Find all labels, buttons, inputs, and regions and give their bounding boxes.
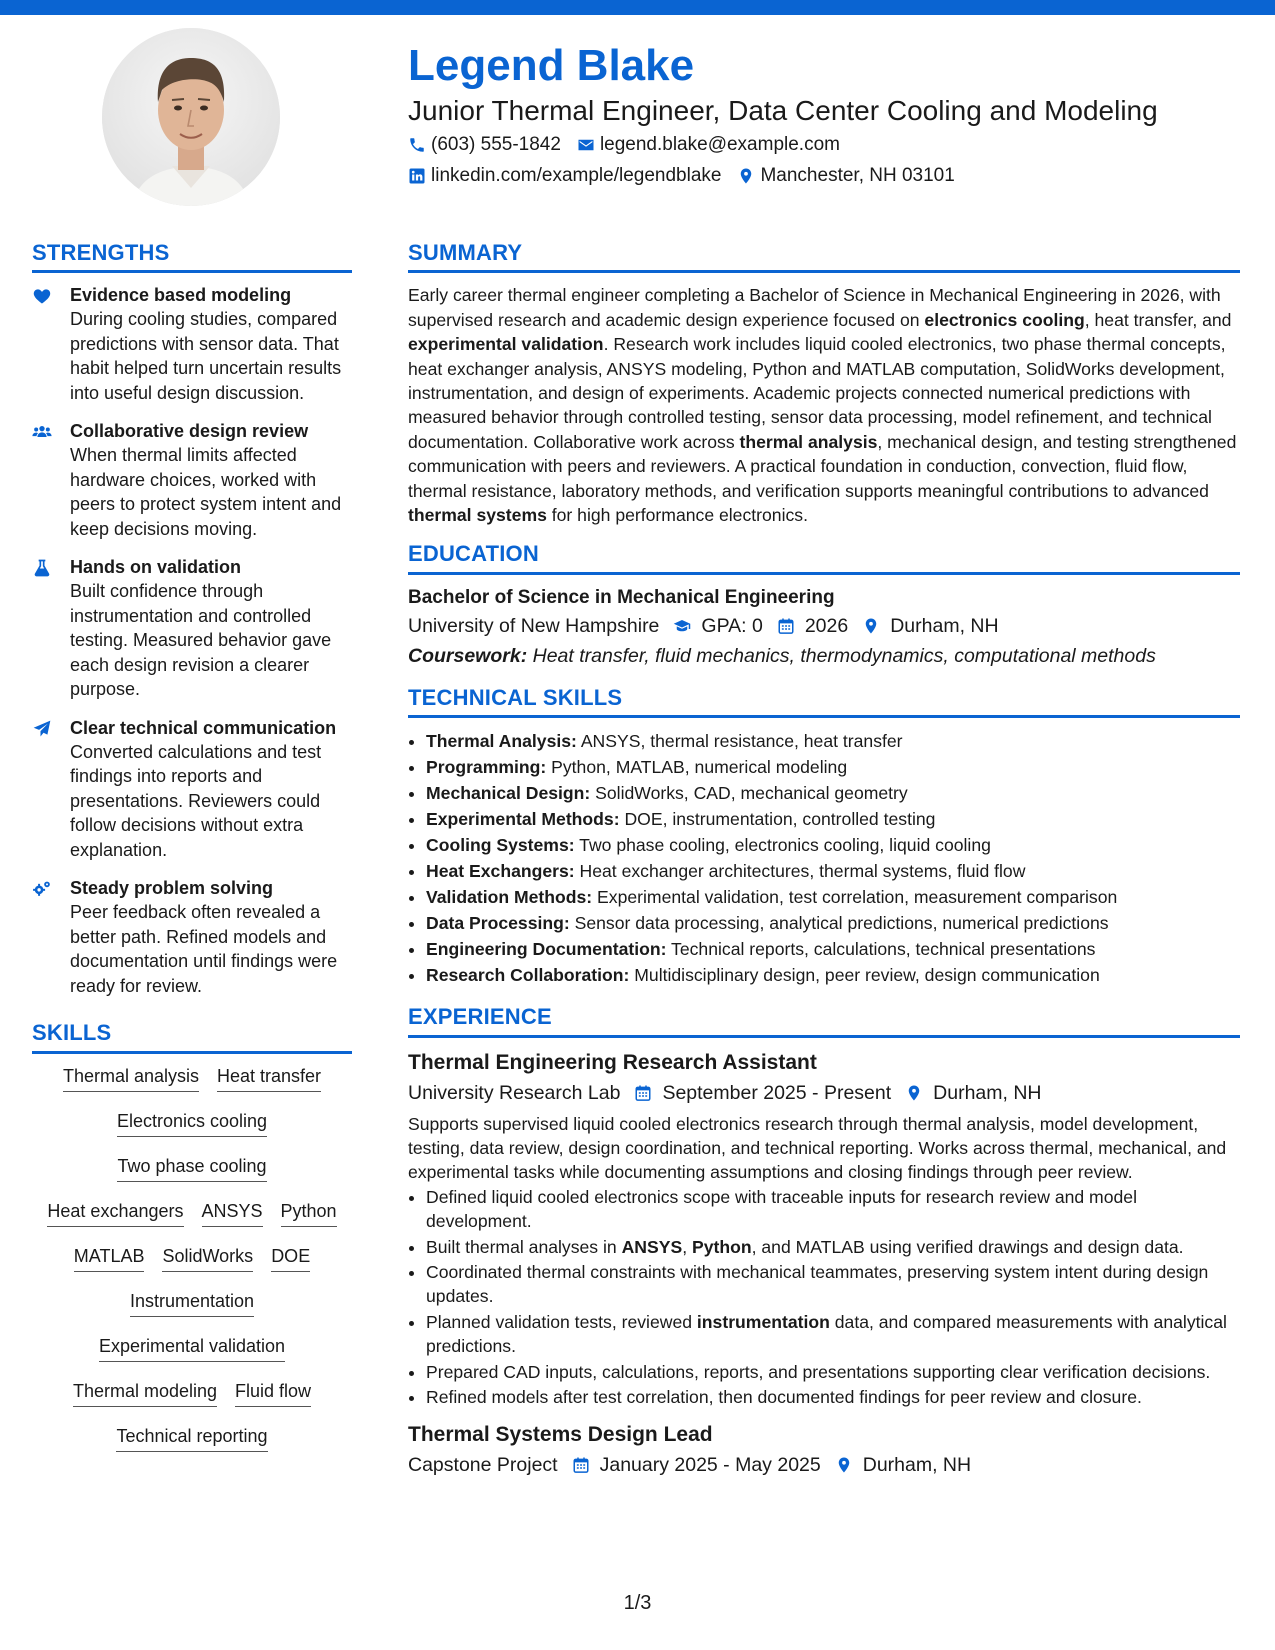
job-bullets xyxy=(408,1185,1240,1410)
candidate-headline: Junior Thermal Engineer, Data Center Cooling and Modeling xyxy=(408,95,1158,126)
school-name: University of New Hampshire xyxy=(408,614,660,637)
map-pin-icon xyxy=(737,167,755,185)
list-item: • Programming: Python, MATLAB, numerical modeling xyxy=(426,754,1240,780)
skill-tag: DOE xyxy=(271,1244,310,1272)
list-item: • Defined liquid cooled electronics scope with traceable inputs for research review and model development. xyxy=(426,1185,1240,1234)
summary-heading: SUMMARY xyxy=(408,240,1240,273)
phone-text: (603) 555-1842 xyxy=(431,134,561,155)
list-item: • Prepared CAD inputs, calculations, reports, and presentations supporting clear verification decisions. xyxy=(426,1360,1240,1384)
list-item: • Built thermal analyses in ANSYS, Python, and MATLAB using verified drawings and design data. xyxy=(426,1235,1240,1259)
skill-tag: Heat transfer xyxy=(217,1064,321,1092)
candidate-name: Legend Blake xyxy=(408,41,695,90)
linkedin-text: linkedin.com/example/legendblake xyxy=(431,165,722,186)
strength-item xyxy=(32,283,352,405)
skill-tag: MATLAB xyxy=(74,1244,145,1272)
skill-tag: Two phase cooling xyxy=(117,1154,266,1182)
job-description: Supports supervised liquid cooled electronics research through thermal analysis, model development, testing, data review, design coordination, and technical reporting. Works across thermal, mechanical, and experimental tasks while documenting assumptions and closing findings through peer review. xyxy=(408,1113,1227,1183)
list-item: • Heat Exchangers: Heat exchanger architectures, thermal systems, fluid flow xyxy=(426,858,1240,884)
email-text: legend.blake@example.com xyxy=(599,134,840,155)
left-column xyxy=(32,240,352,1469)
job-location: Durham, NH xyxy=(835,1450,971,1480)
calendar-icon xyxy=(572,1456,590,1474)
users-icon xyxy=(32,422,52,442)
strength-item xyxy=(32,876,352,998)
job-org: Capstone Project xyxy=(408,1453,558,1476)
envelope-icon xyxy=(577,136,595,154)
strength-desc: Converted calculations and test findings into reports and presentations. Reviewers could follow decisions without extra explanation. xyxy=(70,741,322,860)
strength-item xyxy=(32,555,352,702)
list-item: • Validation Methods: Experimental validation, test correlation, measurement comparison xyxy=(426,884,1240,910)
strength-title: Steady problem solving xyxy=(70,878,274,899)
strength-title: Collaborative design review xyxy=(70,421,309,442)
contact-row-secondary xyxy=(408,165,971,187)
flask-icon xyxy=(32,558,52,578)
skill-tag: ANSYS xyxy=(202,1199,263,1227)
skill-tag: Technical reporting xyxy=(116,1424,267,1452)
top-accent-bar xyxy=(0,0,1275,15)
education-meta xyxy=(408,611,1240,641)
degree-title: Bachelor of Science in Mechanical Engineering xyxy=(408,586,835,608)
job-location: Durham, NH xyxy=(905,1078,1041,1108)
skill-tag: Experimental validation xyxy=(99,1334,285,1362)
contact-row-primary xyxy=(408,134,856,156)
graduation-year: 2026 xyxy=(777,611,848,641)
skill-tag: Instrumentation xyxy=(130,1289,254,1317)
list-item: • Experimental Methods: DOE, instrumentation, controlled testing xyxy=(426,806,1240,832)
list-item: • Data Processing: Sensor data processing, analytical predictions, numerical predictions xyxy=(426,910,1240,936)
job-org: University Research Lab xyxy=(408,1081,621,1104)
strength-title: Clear technical communication xyxy=(70,717,337,738)
location-text: Manchester, NH 03101 xyxy=(760,165,955,186)
list-item: • Engineering Documentation: Technical reports, calculations, technical presentations xyxy=(426,936,1240,962)
strengths-heading: STRENGTHS xyxy=(32,240,352,273)
list-item: • Research Collaboration: Multidisciplinary design, peer review, design communication xyxy=(426,962,1240,988)
contact-phone[interactable] xyxy=(408,134,561,156)
job-meta xyxy=(408,1450,1240,1480)
skill-tag: Fluid flow xyxy=(235,1379,311,1407)
strength-item xyxy=(32,716,352,863)
profile-photo xyxy=(102,28,280,206)
education-location: Durham, NH xyxy=(862,611,998,641)
calendar-icon xyxy=(634,1084,652,1102)
strength-desc: During cooling studies, compared predictions with sensor data. That habit helped turn uncertain results into useful design discussion. xyxy=(70,309,342,403)
list-item: • Mechanical Design: SolidWorks, CAD, mechanical geometry xyxy=(426,780,1240,806)
heart-icon xyxy=(32,286,52,306)
technical-skills-heading: TECHNICAL SKILLS xyxy=(408,685,1240,718)
strength-desc: Peer feedback often revealed a better path. Refined models and documentation until findings were ready for review. xyxy=(70,902,338,996)
phone-icon xyxy=(408,136,426,154)
skill-tag: Thermal analysis xyxy=(63,1064,199,1092)
strength-title: Evidence based modeling xyxy=(70,285,292,306)
skill-tag: Heat exchangers xyxy=(47,1199,183,1227)
strength-title: Hands on validation xyxy=(70,557,242,578)
calendar-icon xyxy=(777,617,795,635)
list-item: • Planned validation tests, reviewed instrumentation data, and compared measurements with analytical predictions. xyxy=(426,1310,1240,1359)
strength-desc: When thermal limits affected hardware choices, worked with peers to protect system intent and keep decisions moving. xyxy=(70,445,342,539)
list-item: • Coordinated thermal constraints with mechanical teammates, preserving system intent during design updates. xyxy=(426,1260,1240,1309)
skill-tag: Thermal modeling xyxy=(73,1379,217,1407)
skill-tag: SolidWorks xyxy=(162,1244,253,1272)
skills-tag-cloud xyxy=(32,1064,352,1469)
map-pin-icon xyxy=(862,617,880,635)
map-pin-icon xyxy=(905,1084,923,1102)
list-item: • Thermal Analysis: ANSYS, thermal resistance, heat transfer xyxy=(426,728,1240,754)
job-title: Thermal Systems Design Lead xyxy=(408,1422,713,1446)
education-heading: EDUCATION xyxy=(408,541,1240,574)
technical-skills-list xyxy=(408,728,1240,988)
skill-tag: Electronics cooling xyxy=(117,1109,267,1137)
page-number: 1/3 xyxy=(623,1592,652,1614)
list-item: • Cooling Systems: Two phase cooling, electronics cooling, liquid cooling xyxy=(426,832,1240,858)
skills-heading: SKILLS xyxy=(32,1020,352,1053)
job-title: Thermal Engineering Research Assistant xyxy=(408,1050,817,1074)
contact-email[interactable] xyxy=(577,134,840,156)
graduation-cap-icon xyxy=(673,617,691,635)
contact-location xyxy=(737,165,954,187)
strength-desc: Built confidence through instrumentation and controlled testing. Measured behavior gave each design revision a clearer purpose. xyxy=(70,581,332,700)
contact-linkedin[interactable] xyxy=(408,165,721,187)
linkedin-icon xyxy=(408,167,426,185)
right-column xyxy=(408,240,1240,1480)
paper-plane-icon xyxy=(32,719,52,739)
list-item: • Refined models after test correlation, then documented findings for peer review and closure. xyxy=(426,1385,1240,1409)
summary-text: Early career thermal engineer completing a Bachelor of Science in Mechanical Engineering in 2026, with supervised research and academic design experience focused on electronics cooling, heat transfer, and experimental validation. Research work includes liquid cooled electronics, two phase thermal concepts, heat exchanger analysis, ANSYS modeling, Python and MATLAB computation, SolidWorks development, instrumentation, and design of experiments. Academic projects connected numerical predictions with measured behavior through controlled testing, sensor data processing, model refinement, and technical documentation. Collaborative work across thermal analysis, mechanical design, and testing strengthened communication with peers and reviewers. A practical foundation in conduction, convection, fluid flow, thermal resistance, laboratory methods, and verification supports meaningful contributions to advanced thermal systems for high performance electronics. xyxy=(408,285,1237,526)
gears-icon xyxy=(32,879,52,899)
gpa: GPA: 0 xyxy=(673,611,762,641)
job-meta xyxy=(408,1078,1240,1108)
coursework: Coursework: Heat transfer, fluid mechanics, thermodynamics, computational methods xyxy=(408,644,1156,667)
map-pin-icon xyxy=(835,1456,853,1474)
job-dates: September 2025 - Present xyxy=(634,1078,891,1108)
skill-tag: Python xyxy=(281,1199,337,1227)
experience-heading: EXPERIENCE xyxy=(408,1004,1240,1037)
job-dates: January 2025 - May 2025 xyxy=(572,1450,821,1480)
strength-item xyxy=(32,419,352,541)
